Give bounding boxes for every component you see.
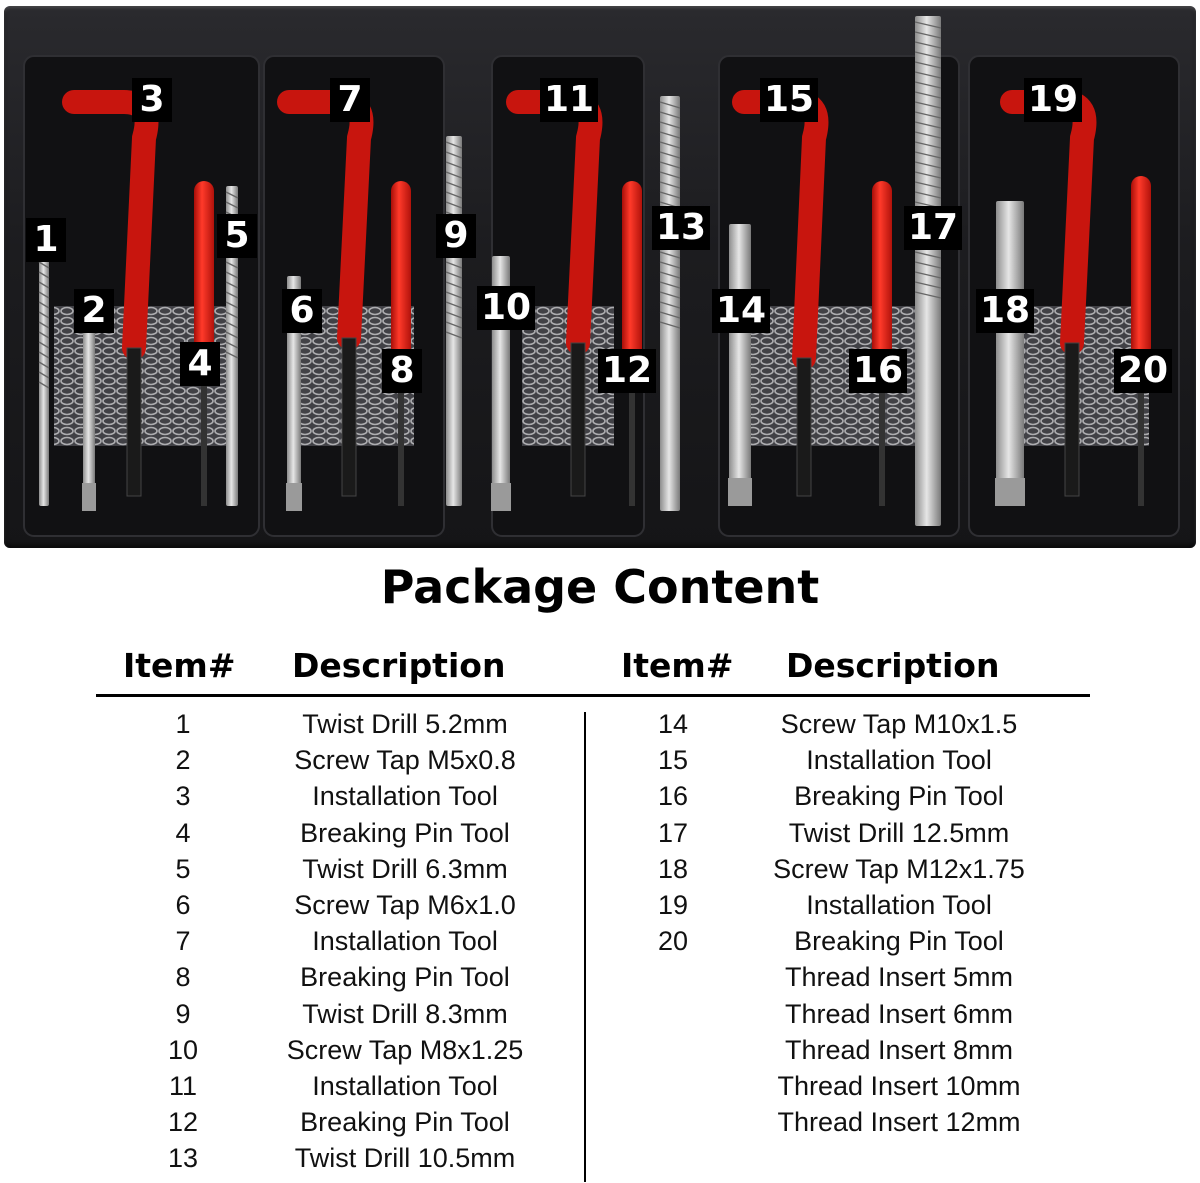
item-number: 1: [175, 709, 191, 739]
item-number: 15: [657, 745, 689, 776]
tool-number-label: 17: [904, 206, 962, 250]
tool-number-label: 4: [180, 342, 220, 386]
item-description: Installation Tool: [312, 926, 498, 957]
item-description: Screw Tap M6x1.0: [294, 889, 516, 920]
item-number: 7: [175, 926, 191, 957]
tap-square-end: [82, 483, 96, 511]
item-description: Installation Tool: [806, 745, 992, 776]
tool-number-label: 12: [598, 349, 656, 393]
item-description: Twist Drill 10.5mm: [294, 1143, 516, 1174]
item-description: Breaking Pin Tool: [300, 817, 510, 848]
tool-number-label: 19: [1024, 78, 1082, 122]
installation-tool-shaft: [797, 358, 811, 496]
tool-number-label: 3: [132, 78, 172, 122]
tool-number-label: 6: [282, 289, 322, 333]
item-description: Screw Tap M8x1.25: [286, 1034, 524, 1065]
left-description-header: Description: [292, 646, 506, 685]
header-divider: [96, 694, 1090, 697]
tool-case-photo: [4, 6, 1196, 548]
item-number: 8: [175, 962, 191, 993]
item-description: Breaking Pin Tool: [300, 1107, 510, 1138]
tool-number-label: 10: [477, 286, 535, 330]
tap-square-end: [286, 483, 302, 511]
installation-tool-shaft: [571, 343, 585, 496]
item-number: 2: [175, 745, 191, 776]
installation-tool-shaft: [127, 348, 141, 496]
item-description: Twist Drill 12.5mm: [788, 817, 1010, 848]
item-number: 16: [657, 781, 689, 812]
item-description: Thread Insert 10mm: [777, 1070, 1021, 1101]
tool-number-label: 8: [382, 349, 422, 393]
tool-case-illustration: [4, 6, 1196, 548]
column-divider: [584, 712, 586, 1182]
item-description: Screw Tap M5x0.8: [294, 745, 516, 776]
tool-number-label: 20: [1114, 349, 1172, 393]
tool-number-label: 11: [540, 78, 598, 122]
tool-number-label: 15: [760, 78, 818, 122]
item-number: 9: [175, 998, 191, 1029]
item-description: Breaking Pin Tool: [794, 926, 1004, 957]
item-number: 12: [167, 1107, 199, 1138]
right-description-header: Description: [786, 646, 1000, 685]
item-description: Thread Insert 8mm: [784, 1034, 1014, 1065]
item-description: Installation Tool: [312, 781, 498, 812]
item-number: 4: [175, 817, 191, 848]
breaking-pin-tool-12: [622, 181, 642, 360]
package-content-title: Package Content: [380, 560, 820, 614]
item-description: Twist Drill 6.3mm: [302, 853, 508, 884]
tool-number-label: 7: [330, 78, 370, 122]
item-number: 14: [657, 709, 689, 739]
item-description: Screw Tap M10x1.5: [780, 709, 1018, 739]
tool-number-label: 5: [217, 214, 257, 258]
tool-number-label: 13: [652, 206, 710, 250]
item-number: 19: [657, 889, 689, 920]
item-description: Breaking Pin Tool: [794, 781, 1004, 812]
tap-square-end: [995, 478, 1025, 506]
item-description: Installation Tool: [312, 1070, 498, 1101]
twist-drill-9: [446, 136, 462, 506]
item-number: 10: [167, 1034, 199, 1065]
installation-tool-shaft: [1065, 343, 1079, 496]
item-number: 17: [657, 817, 689, 848]
item-number: 5: [175, 853, 191, 884]
tool-number-label: 1: [26, 218, 66, 262]
tool-number-label: 2: [74, 289, 114, 333]
tool-number-label: 18: [976, 289, 1034, 333]
tap-square-end: [491, 483, 511, 511]
item-number: 13: [167, 1143, 199, 1174]
item-description: Installation Tool: [806, 889, 992, 920]
tap-square-end: [728, 478, 752, 506]
item-description: Twist Drill 8.3mm: [302, 998, 508, 1029]
right-item-header: Item#: [621, 646, 734, 685]
item-description: Twist Drill 5.2mm: [302, 709, 508, 739]
item-number: 20: [657, 926, 689, 957]
breaking-pin-tool-20: [1131, 176, 1151, 358]
left-item-header: Item#: [123, 646, 236, 685]
item-number: 3: [175, 781, 191, 812]
item-number: 6: [175, 889, 191, 920]
item-description: Screw Tap M12x1.75: [773, 853, 1025, 884]
item-description: Thread Insert 6mm: [784, 998, 1014, 1029]
breaking-pin-tool-16: [872, 181, 892, 360]
tool-number-label: 9: [436, 214, 476, 258]
tool-number-label: 14: [712, 289, 770, 333]
item-description: Thread Insert 12mm: [777, 1107, 1021, 1138]
breaking-pin-tool-4: [194, 181, 214, 360]
screw-tap-18: [996, 201, 1024, 506]
installation-tool-shaft: [342, 338, 356, 496]
screw-tap-14: [729, 224, 751, 506]
item-number: 18: [657, 853, 689, 884]
item-description: Breaking Pin Tool: [300, 962, 510, 993]
breaking-pin-tool-8: [391, 181, 411, 360]
tool-number-label: 16: [849, 349, 907, 393]
item-description: Thread Insert 5mm: [784, 962, 1014, 993]
item-number: 11: [168, 1070, 198, 1101]
